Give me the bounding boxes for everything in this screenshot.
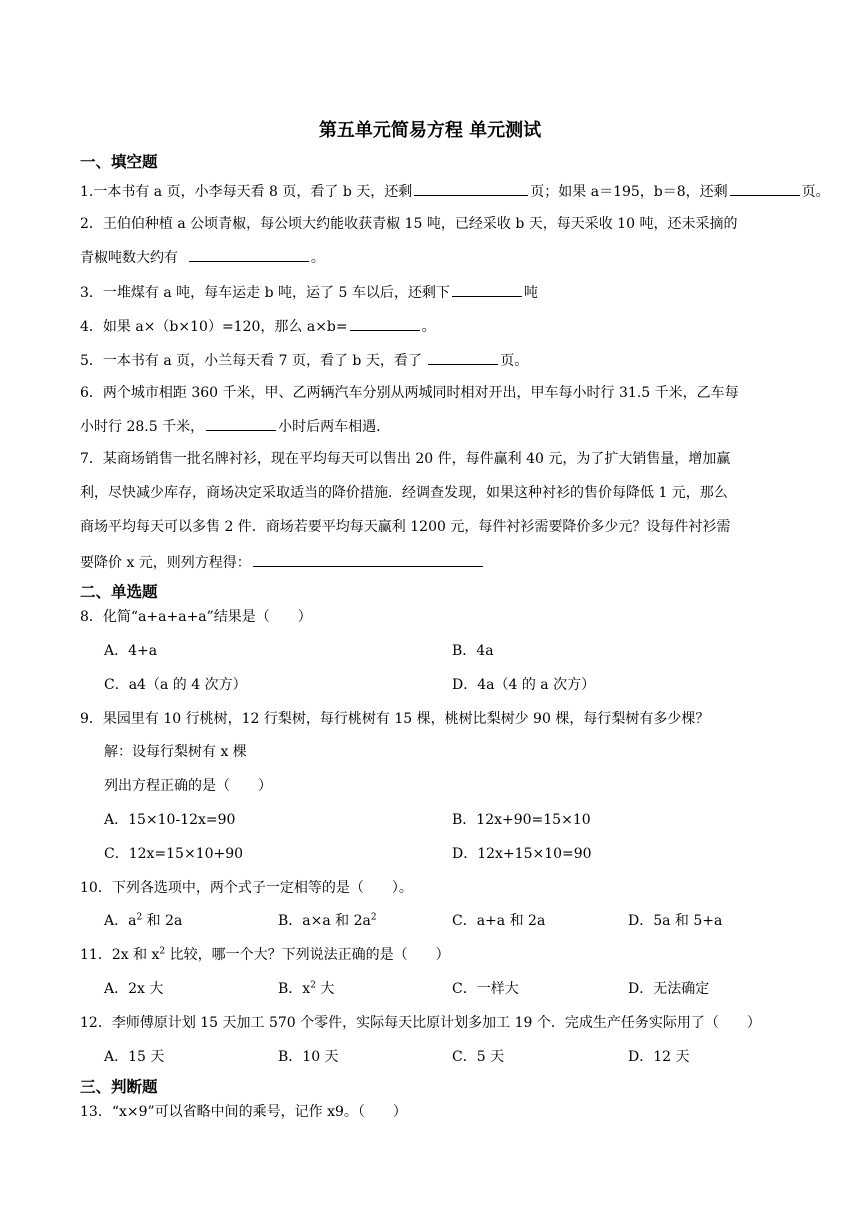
q11-text-2: 比较，哪一个大？下列说法正确的是（ ）	[169, 947, 450, 963]
answer-blank[interactable]	[206, 415, 276, 431]
q12-option-c[interactable]: C．5 天	[452, 1049, 505, 1065]
q4-text: 4．如果 a×（b×10）=120，那么 a×b=	[80, 319, 348, 335]
q5-text: 5．一本书有 a 页，小兰每天看 7 页，看了 b 天，看了	[80, 353, 422, 369]
question-7-line-4	[80, 551, 485, 573]
answer-blank[interactable]	[253, 551, 483, 567]
q8-option-b[interactable]: B．4a	[452, 643, 494, 659]
q10-a-text: A．a	[104, 913, 137, 929]
section-true-false: 三、判断题	[80, 1078, 158, 1096]
question-6-line-1: 6．两个城市相距 360 千米，甲、乙两辆汽车分别从两城同时相对开出，甲车每小时行 31.5 千米，乙车每	[80, 385, 739, 401]
question-7-line-1: 7．某商场销售一批名牌衬衫，现在平均每天可以售出 20 件，每件赢利 40 元，为了扩大销售量，增加赢	[80, 451, 731, 467]
q12-option-b[interactable]: B．10 天	[278, 1049, 339, 1065]
q9-option-b[interactable]: B．12x+90=15×10	[452, 812, 591, 828]
q11-b-text-2: 大	[320, 981, 335, 997]
q10-b-text: B．a×a 和 2a	[278, 913, 371, 929]
question-7-line-2: 利，尽快减少库存，商场决定采取适当的降价措施．经调查发现，如果这种衬衫的售价每降低 1 元，那么	[80, 485, 728, 501]
question-9: 9．果园里有 10 行桃树，12 行梨树，每行桃树有 15 棵，桃树比梨树少 90 棵，每行梨树有多少棵？	[80, 711, 710, 727]
q9-option-c[interactable]: C．12x=15×10+90	[104, 846, 244, 862]
exponent: 2	[159, 946, 166, 957]
q11-option-b[interactable]	[278, 979, 334, 999]
answer-blank[interactable]	[414, 180, 528, 196]
q10-option-b[interactable]	[278, 911, 377, 931]
answer-blank[interactable]	[350, 315, 420, 331]
q6-text-end: 小时后两车相遇．	[278, 419, 391, 435]
q4-text-end: 。	[421, 319, 436, 335]
question-10: 10．下列各选项中，两个式子一定相等的是（ ）。	[80, 880, 413, 896]
q3-text: 3．一堆煤有 a 吨，每车运走 b 吨，运了 5 车以后，还剩下	[80, 285, 450, 301]
question-3	[80, 281, 538, 303]
q9-solution: 解：设每行梨树有 x 棵	[104, 744, 247, 760]
q9-option-d[interactable]: D．12x+15×10=90	[452, 846, 592, 862]
question-1	[80, 180, 830, 202]
q11-b-text: B．x	[278, 981, 311, 997]
answer-blank[interactable]	[730, 180, 800, 196]
section-single-choice: 二、单选题	[80, 583, 158, 601]
q1-text-a: 1.一本书有 a 页，小李每天看 8 页，看了 b 天，还剩	[80, 184, 413, 200]
q8-option-a[interactable]: A．4+a	[104, 643, 158, 659]
q8-option-c[interactable]: C．a4（a 的 4 次方）	[104, 677, 247, 693]
q12-option-d[interactable]: D．12 天	[628, 1049, 690, 1065]
q9-ask: 列出方程正确的是（ ）	[104, 778, 272, 794]
page-title: 第五单元简易方程 单元测试	[318, 120, 542, 141]
answer-blank[interactable]	[189, 246, 309, 262]
question-12: 12．李师傅原计划 15 天加工 570 个零件，实际每天比原计划多加工 19 个．完成生产任务实际用了（ ）	[80, 1015, 761, 1031]
q11-text: 11．2x 和 x	[80, 947, 160, 963]
exponent: 2	[136, 912, 143, 923]
q8-option-d[interactable]: D．4a（4 的 a 次方）	[452, 677, 596, 693]
q11-option-c[interactable]: C．一样大	[452, 981, 519, 997]
q2-text: 青椒吨数大约有	[80, 250, 178, 266]
question-11	[80, 945, 450, 965]
q10-option-d[interactable]: D．5a 和 5+a	[628, 913, 723, 929]
q6-text: 小时行 28.5 千米，	[80, 419, 205, 435]
answer-blank[interactable]	[428, 349, 498, 365]
q1-text-b: 页；如果 a＝195，b＝8，还剩	[530, 184, 728, 200]
question-13: 13．“x×9”可以省略中间的乘号，记作 x9。（ ）	[80, 1104, 407, 1120]
q10-option-a[interactable]	[104, 911, 182, 931]
q3-text-end: 吨	[523, 285, 538, 301]
question-2-line-1: 2．王伯伯种植 a 公顷青椒，每公顷大约能收获青椒 15 吨，已经采收 b 天，每天采收 10 吨，还未采摘的	[80, 216, 738, 232]
exponent: 2	[370, 912, 377, 923]
question-7-line-3: 商场平均每天可以多售 2 件．商场若要平均每天赢利 1200 元，每件衬衫需要降价多少元？设每件衬衫需	[80, 519, 731, 535]
q10-a-text-2: 和 2a	[146, 913, 183, 929]
question-6-line-2	[80, 415, 390, 437]
q9-option-a[interactable]: A．15×10-12x=90	[104, 812, 236, 828]
q7-text: 要降价 x 元，则列方程得：	[80, 555, 251, 571]
q12-option-a[interactable]: A．15 天	[104, 1049, 165, 1065]
q1-text-c: 页。	[801, 184, 830, 200]
q11-option-d[interactable]: D．无法确定	[628, 981, 710, 997]
section-fill-in: 一、填空题	[80, 153, 158, 171]
q10-option-c[interactable]: C．a+a 和 2a	[452, 913, 546, 929]
exponent: 2	[310, 980, 316, 991]
q2-text-end: 。	[310, 250, 325, 266]
answer-blank[interactable]	[452, 281, 522, 297]
question-8: 8．化简“a+a+a+a”结果是（ ）	[80, 609, 312, 625]
q5-text-end: 页。	[500, 353, 529, 369]
question-5	[80, 349, 528, 371]
q11-option-a[interactable]: A．2x 大	[104, 981, 164, 997]
question-4	[80, 315, 436, 337]
question-2-line-2	[80, 246, 325, 268]
